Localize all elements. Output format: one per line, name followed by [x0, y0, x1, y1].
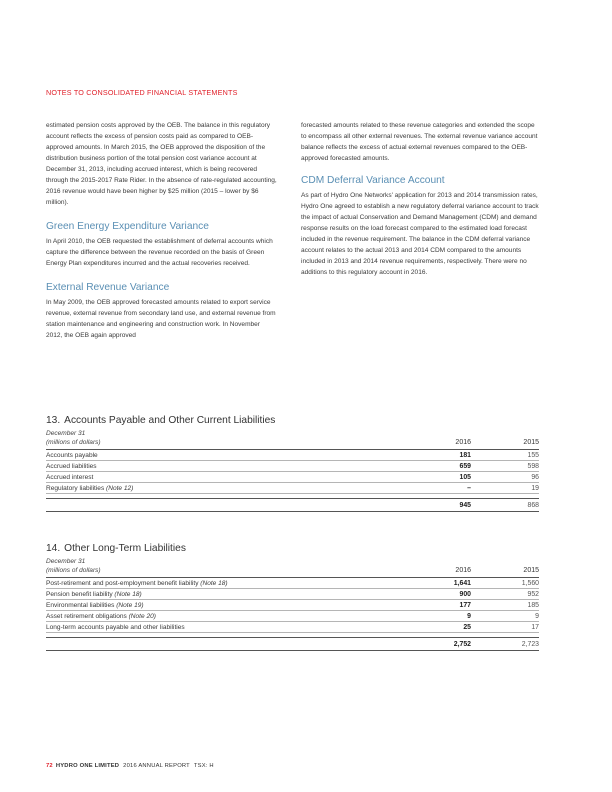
- cell-2015: 1,560: [521, 580, 539, 587]
- table-row: [46, 483, 539, 494]
- note-13-title: [46, 414, 539, 427]
- note-13-total-label: [46, 499, 413, 511]
- right-column: [301, 120, 539, 278]
- row-label: [46, 461, 413, 471]
- cell-2015: 17: [531, 624, 539, 631]
- cell-2016: 25: [463, 624, 471, 631]
- external-revenue-continued-paragraph: forecasted amounts related to these revenue categories and extended the scope to encompass all other external revenues. The external revenue variance account balance reflects the excess of actual external revenues compared to the OEB-approved forecasted amounts.: [301, 122, 538, 162]
- cell-2015: 155: [527, 452, 539, 459]
- cell-2015: 598: [527, 463, 539, 470]
- note-14-total-2016: 2,752: [453, 641, 471, 648]
- note-13-title-text: Accounts Payable and Other Current Liabilities: [64, 415, 276, 426]
- note-14-title-text: Other Long-Term Liabilities: [64, 543, 186, 554]
- row-label: [46, 589, 413, 599]
- cell-2015: 19: [531, 485, 539, 492]
- note-14-total-label: [46, 638, 413, 650]
- row-label-text: Asset retirement obligations: [46, 613, 129, 620]
- cell-2015: 952: [527, 591, 539, 598]
- cell-2016: 181: [459, 452, 471, 459]
- row-label-text: Post-retirement and post-employment benefit liability: [46, 580, 201, 587]
- note-14-col-2016: 2016: [455, 566, 471, 574]
- row-label: [46, 611, 413, 621]
- note-14-table-header: [46, 558, 539, 578]
- row-label-text: Accrued liabilities: [46, 463, 97, 470]
- cell-2016: 9: [467, 613, 471, 620]
- pension-paragraph: estimated pension costs approved by the OEB. The balance in this regulatory account reflects the excess of pension costs paid as compared to OEB-approved amounts. In March 2015, the OEB approved the disposition of the distribution business portion of the total pension cost variance account at December 31, 2013, including accrued interest, which is being recovered through the 2015-2017 Rate Rider. In the absence of rate-regulated accounting, 2016 revenue would have been higher by $25 million (2015 – lower by $6 million).: [46, 122, 277, 206]
- note-14-title: [46, 542, 539, 555]
- note-14-caption-date: December 31: [46, 558, 86, 565]
- note-14-number: 14.: [46, 543, 61, 554]
- note-14-section: [46, 542, 539, 651]
- row-label: [46, 450, 413, 460]
- note-13-caption-units: (millions of dollars): [46, 438, 101, 446]
- page-footer: [46, 763, 214, 769]
- note-14-col-2015: 2015: [523, 566, 539, 574]
- row-label-text: Environmental liabilities: [46, 602, 117, 609]
- cdm-paragraph: As part of Hydro One Networks' application for 2013 and 2014 transmission rates, Hydro One agreed to establish a new regulatory deferral variance account to track the impact of actual Conservation and Demand Management (CDM) and demand response results on the load forecast compared to the estimated load forecast included in the revenue requirement. The balance in the CDM deferral variance account relates to the actual 2013 and 2014 CDM compared to the amounts included in 2013 and 2014 revenue requirements, respectively. There were no additions to this regulatory account in 2016.: [301, 192, 539, 276]
- footer-company: HYDRO ONE LIMITED: [55, 763, 120, 769]
- cell-2016: 1,641: [453, 580, 471, 587]
- table-row: [46, 461, 539, 472]
- cell-2015: 96: [531, 474, 539, 481]
- cell-2016: 105: [459, 474, 471, 481]
- row-note-ref: (Note 18): [200, 580, 228, 587]
- row-label-text: Accrued interest: [46, 474, 94, 481]
- cdm-heading: CDM Deferral Variance Account: [301, 175, 445, 186]
- note-13-table-header: [46, 430, 539, 450]
- note-13-rows: [46, 450, 539, 494]
- row-label: [46, 578, 413, 588]
- green-energy-paragraph: In April 2010, the OEB requested the establishment of deferral accounts which capture the difference between the revenue recorded on the basis of Green Energy Plan expenditures incurred and the actual recoveries received.: [46, 238, 273, 267]
- note-13-total-2016: 945: [459, 502, 471, 509]
- note-13-number: 13.: [46, 415, 61, 426]
- note-13-col-2015: 2015: [523, 438, 539, 446]
- external-revenue-paragraph: In May 2009, the OEB approved forecasted amounts related to export service revenue, external revenue from secondary land use, and external revenue from station maintenance and engineering and construction work. In November 2012, the OEB again approved: [46, 299, 276, 339]
- note-13-total-row: [46, 498, 539, 512]
- cell-2016: –: [467, 485, 471, 492]
- row-note-ref: (Note 20): [128, 613, 156, 620]
- row-label: [46, 472, 413, 482]
- note-13-caption-date: December 31: [46, 430, 86, 437]
- note-14-caption-units: (millions of dollars): [46, 566, 101, 574]
- row-label-text: Long-term accounts payable and other liabilities: [46, 624, 185, 631]
- note-13-total-2015: 868: [527, 502, 539, 509]
- footer-ticker: TSX: H: [193, 763, 214, 769]
- row-note-ref: (Note 18): [114, 591, 142, 598]
- cell-2015: 185: [527, 602, 539, 609]
- row-note-ref: (Note 19): [116, 602, 144, 609]
- note-14-rows: [46, 578, 539, 633]
- external-revenue-heading: External Revenue Variance: [46, 282, 170, 293]
- table-row: [46, 589, 539, 600]
- note-14-caption: [46, 558, 413, 575]
- row-label-text: Regulatory liabilities: [46, 485, 107, 492]
- note-13-section: [46, 414, 539, 512]
- table-row: [46, 622, 539, 633]
- cell-2016: 659: [459, 463, 471, 470]
- cell-2015: 9: [535, 613, 539, 620]
- row-label: [46, 622, 413, 632]
- note-14-total-row: [46, 637, 539, 651]
- running-head: NOTES TO CONSOLIDATED FINANCIAL STATEMENTS: [46, 88, 238, 97]
- cell-2016: 177: [459, 602, 471, 609]
- note-13-col-2016: 2016: [455, 438, 471, 446]
- page-number: 72: [46, 763, 53, 769]
- row-label-text: Accounts payable: [46, 452, 98, 459]
- table-row: [46, 472, 539, 483]
- note-14-total-2015: 2,723: [521, 641, 539, 648]
- row-label-text: Pension benefit liability: [46, 591, 115, 598]
- row-label: [46, 600, 413, 610]
- footer-report: 2016 ANNUAL REPORT: [123, 763, 190, 769]
- table-row: [46, 600, 539, 611]
- left-column: [46, 120, 278, 341]
- table-row: [46, 578, 539, 589]
- row-note-ref: (Note 12): [106, 485, 134, 492]
- table-row: [46, 450, 539, 461]
- table-row: [46, 611, 539, 622]
- row-label: [46, 483, 413, 493]
- cell-2016: 900: [459, 591, 471, 598]
- note-13-caption: [46, 430, 413, 447]
- green-energy-heading: Green Energy Expenditure Variance: [46, 221, 209, 232]
